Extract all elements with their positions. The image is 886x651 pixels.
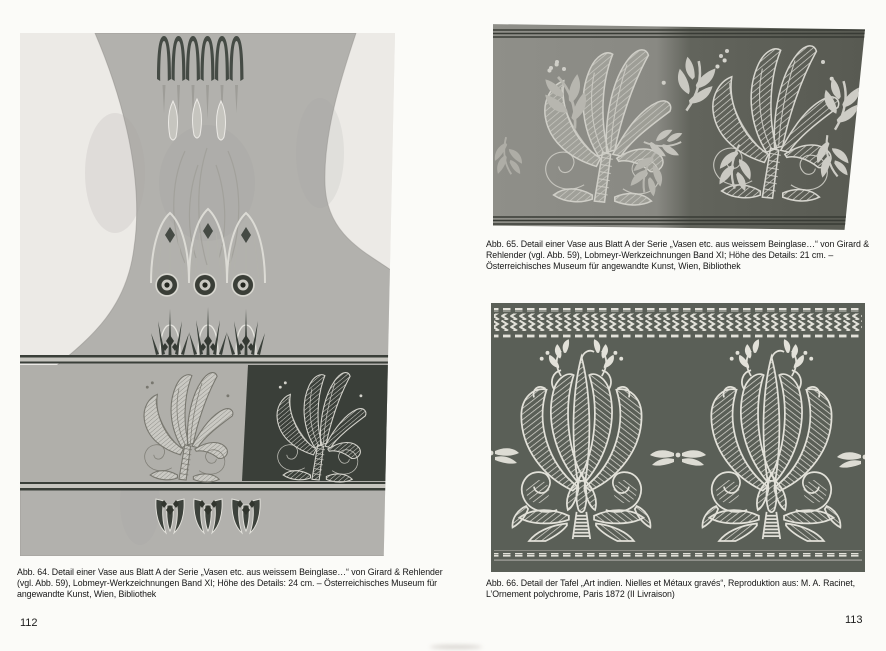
vase-artwork xyxy=(20,33,395,556)
caption-abb64: Abb. 64. Detail einer Vase aus Blatt A der Serie „Vasen etc. aus weissem Beinglase…“ von Girard & Rehlender (vgl. Abb. 59), Lobmeyr-Werkzeichnungen Band XI; Höhe des Details: 24 cm. – Österreichisches Museum für angewandte Kunst, Wien, Bibliothek xyxy=(17,567,443,599)
bottom-dash-row xyxy=(494,553,862,557)
chevron-band xyxy=(494,314,862,332)
ornament-band xyxy=(20,355,395,491)
second-dash-row xyxy=(494,334,862,337)
figure-abb66-photo xyxy=(491,303,865,572)
figure-abb64-photo xyxy=(20,33,395,556)
gutter-smudge xyxy=(430,645,482,649)
caption-abb65: Abb. 65. Detail einer Vase aus Blatt A der Serie „Vasen etc. aus weissem Beinglase…“ von Girard & Rehlender (vgl. Abb. 59), Lobmeyr-Werkzeichnungen Band XI; Höhe des Details: 21 cm. – Österreichisches Museum für angewandte Kunst, Wien, Bibliothek xyxy=(486,239,870,271)
page-number-right: 113 xyxy=(845,614,863,626)
figure-abb65-photo xyxy=(493,22,865,232)
top-dash-row xyxy=(494,308,862,311)
frieze-artwork xyxy=(493,22,865,232)
plate-artwork xyxy=(491,303,865,572)
page-number-left: 112 xyxy=(20,617,38,629)
peacock-eyes xyxy=(156,274,254,296)
caption-abb66: Abb. 66. Detail der Tafel „Art indien. Nielles et Métaux gravés“, Reproduktion aus: M. A. Racinet, L’Ornement polychrome, Paris 1872 (II Livraison) xyxy=(486,578,855,599)
